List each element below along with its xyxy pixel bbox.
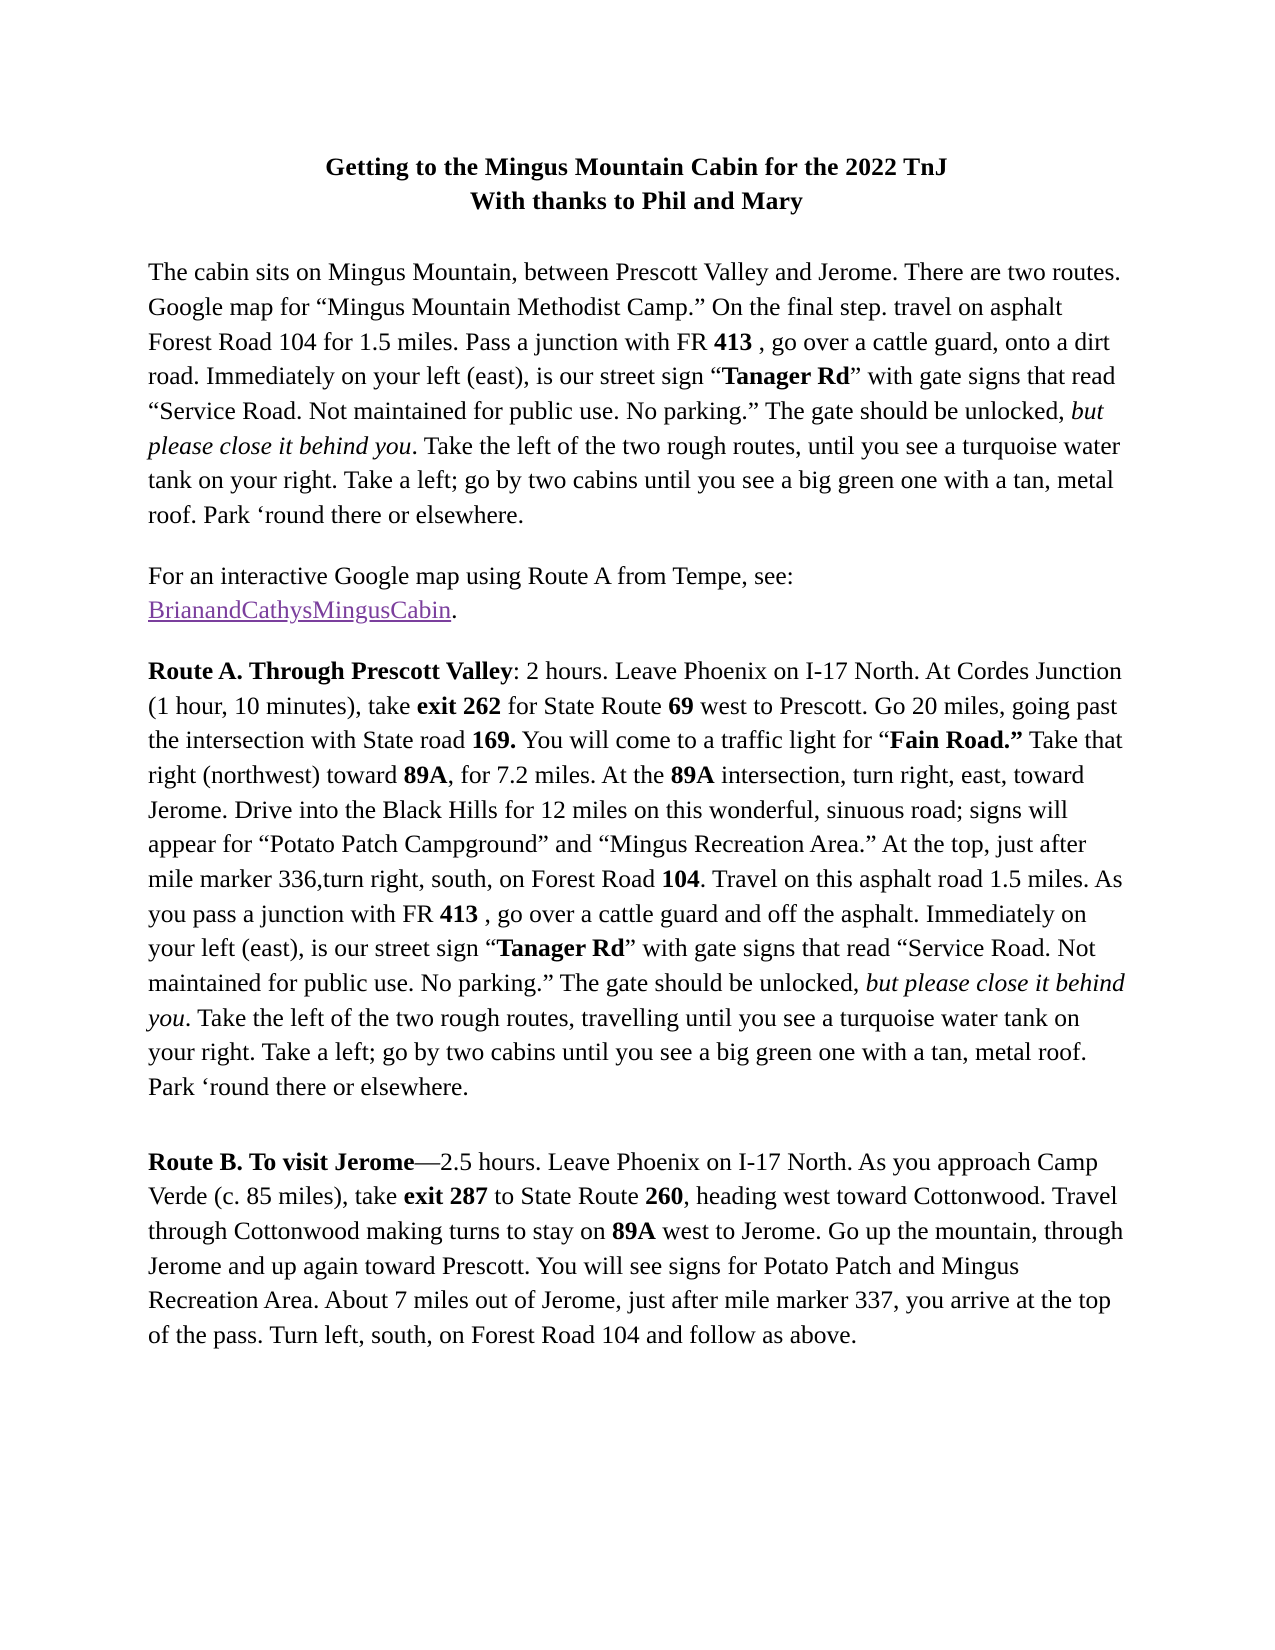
paragraph-route-a — [148, 654, 1125, 1105]
route-a-text-1: : 2 hours. Leave Phoenix on I-17 North. At Cordes Junction (1 hour, 10 minutes), take — [148, 656, 1122, 720]
interactive-map-text: For an interactive Google map using Route A from Tempe, see: — [148, 560, 794, 590]
route-a-text-5: Take that right (northwest) toward — [148, 725, 1123, 790]
route-a-text-11: . Take the left of the two rough routes, travelling until you see a turquoise water tank on your right. Take a left; go by two cabins until you see a big green one with a tan, metal roof. Park ‘round there or elsewhere. — [148, 1002, 1087, 1102]
route-a-text-2: for State Route — [501, 690, 669, 720]
intro-bold-tanager-rd: Tanager Rd — [721, 361, 850, 391]
intro-bold-fr413: 413 — [713, 326, 753, 356]
route-a-text-9: , go over a cattle guard and off the asphalt. Immediately on your left (east), is our street sign “ — [148, 898, 1087, 963]
intro-text-3: ” with gate signs that read “Service Road. Not maintained for public use. No parking.” The gate should be unlocked, — [148, 361, 1116, 425]
intro-text-1: The cabin sits on Mingus Mountain, between Prescott Valley and Jerome. There are two routes. Google map for “Mingus Mountain Methodist Camp.” On the final step. travel on asphalt Forest Road 104 for 1.5 miles. Pass a junction with FR — [148, 257, 1121, 356]
interactive-map-period: . — [451, 595, 458, 625]
route-b-text-2: to State Route — [487, 1181, 646, 1211]
route-a-italic-close-gate: but please close it behind you — [148, 968, 1125, 1032]
title-text-line2: With thanks to Phil and Mary — [469, 185, 804, 215]
route-a-heading: Route A. Through Prescott Valley — [148, 656, 513, 686]
route-a-bold-413: 413 — [439, 898, 479, 928]
route-a-text-7: intersection, turn right, east, toward Jerome. Drive into the Black Hills for 12 miles on this wonderful, sinuous road; signs will appear for “Potato Patch Campground” and “Mingus Recreation Area.” At the top, just after mile marker 336,turn right, south, on Forest Road — [148, 760, 1087, 894]
route-a-text-10: ” with gate signs that read “Service Road. Not maintained for public use. No parking.” The gate should be unlocked, — [148, 933, 1096, 998]
route-b-text-3: , heading west toward Cottonwood. Travel through Cottonwood making turns to stay on — [148, 1181, 1118, 1246]
route-a-bold-89a-1: 89A — [403, 760, 448, 790]
route-a-bold-104: 104 — [661, 864, 700, 894]
title-text-line1: Getting to the Mingus Mountain Cabin for the 2022 TnJ — [325, 152, 948, 181]
route-b-bold-exit-287: exit 287 — [403, 1181, 488, 1211]
route-a-text-6: , for 7.2 miles. At the — [447, 760, 671, 790]
intro-text-2: , go over a cattle guard, onto a dirt road. Immediately on your left (east), is our street sign “ — [148, 326, 1110, 391]
route-a-bold-169: 169. — [471, 725, 517, 755]
route-b-bold-260: 260 — [645, 1181, 684, 1211]
route-b-text-1: —2.5 hours. Leave Phoenix on I-17 North. As you approach Camp Verde (c. 85 miles), take — [148, 1146, 1098, 1211]
intro-text-4: . Take the left of the two rough routes, until you see a turquoise water tank on your right. Take a left; go by two cabins until you see a big green one with a tan, metal roof. Park ‘round there or elsewhere. — [148, 430, 1121, 530]
mingus-cabin-map-link[interactable]: BrianandCathysMingusCabin — [148, 595, 452, 625]
paragraph-intro — [148, 255, 1125, 532]
route-a-bold-fain-road: Fain Road.” — [889, 725, 1023, 755]
route-b-text-4: west to Jerome. Go up the mountain, through Jerome and up again toward Prescott. You will see signs for Potato Patch and Mingus Recreation Area. About 7 miles out of Jerome, just after mile marker 337, you arrive at the top of the pass. Turn left, south, on Forest Road 104 and follow as above. — [148, 1216, 1124, 1350]
route-a-text-8: . Travel on this asphalt road 1.5 miles. As you pass a junction with FR — [148, 864, 1123, 928]
paragraph-route-b — [148, 1145, 1125, 1353]
route-b-heading: Route B. To visit Jerome — [148, 1146, 415, 1176]
route-b-bold-89a: 89A — [611, 1216, 656, 1246]
route-a-bold-69: 69 — [668, 690, 694, 720]
intro-italic-close-gate: but please close it behind you — [148, 396, 1104, 460]
page-title — [148, 150, 1125, 217]
paragraph-interactive-map — [148, 559, 1125, 628]
route-a-text-3: west to Prescott. Go 20 miles, going past the intersection with State road — [148, 690, 1118, 755]
route-a-bold-89a-2: 89A — [670, 760, 715, 790]
route-a-bold-tanager-rd: Tanager Rd — [496, 933, 625, 963]
route-a-bold-exit-262: exit 262 — [416, 690, 502, 720]
route-a-text-4: You will come to a traffic light for “ — [516, 725, 890, 755]
